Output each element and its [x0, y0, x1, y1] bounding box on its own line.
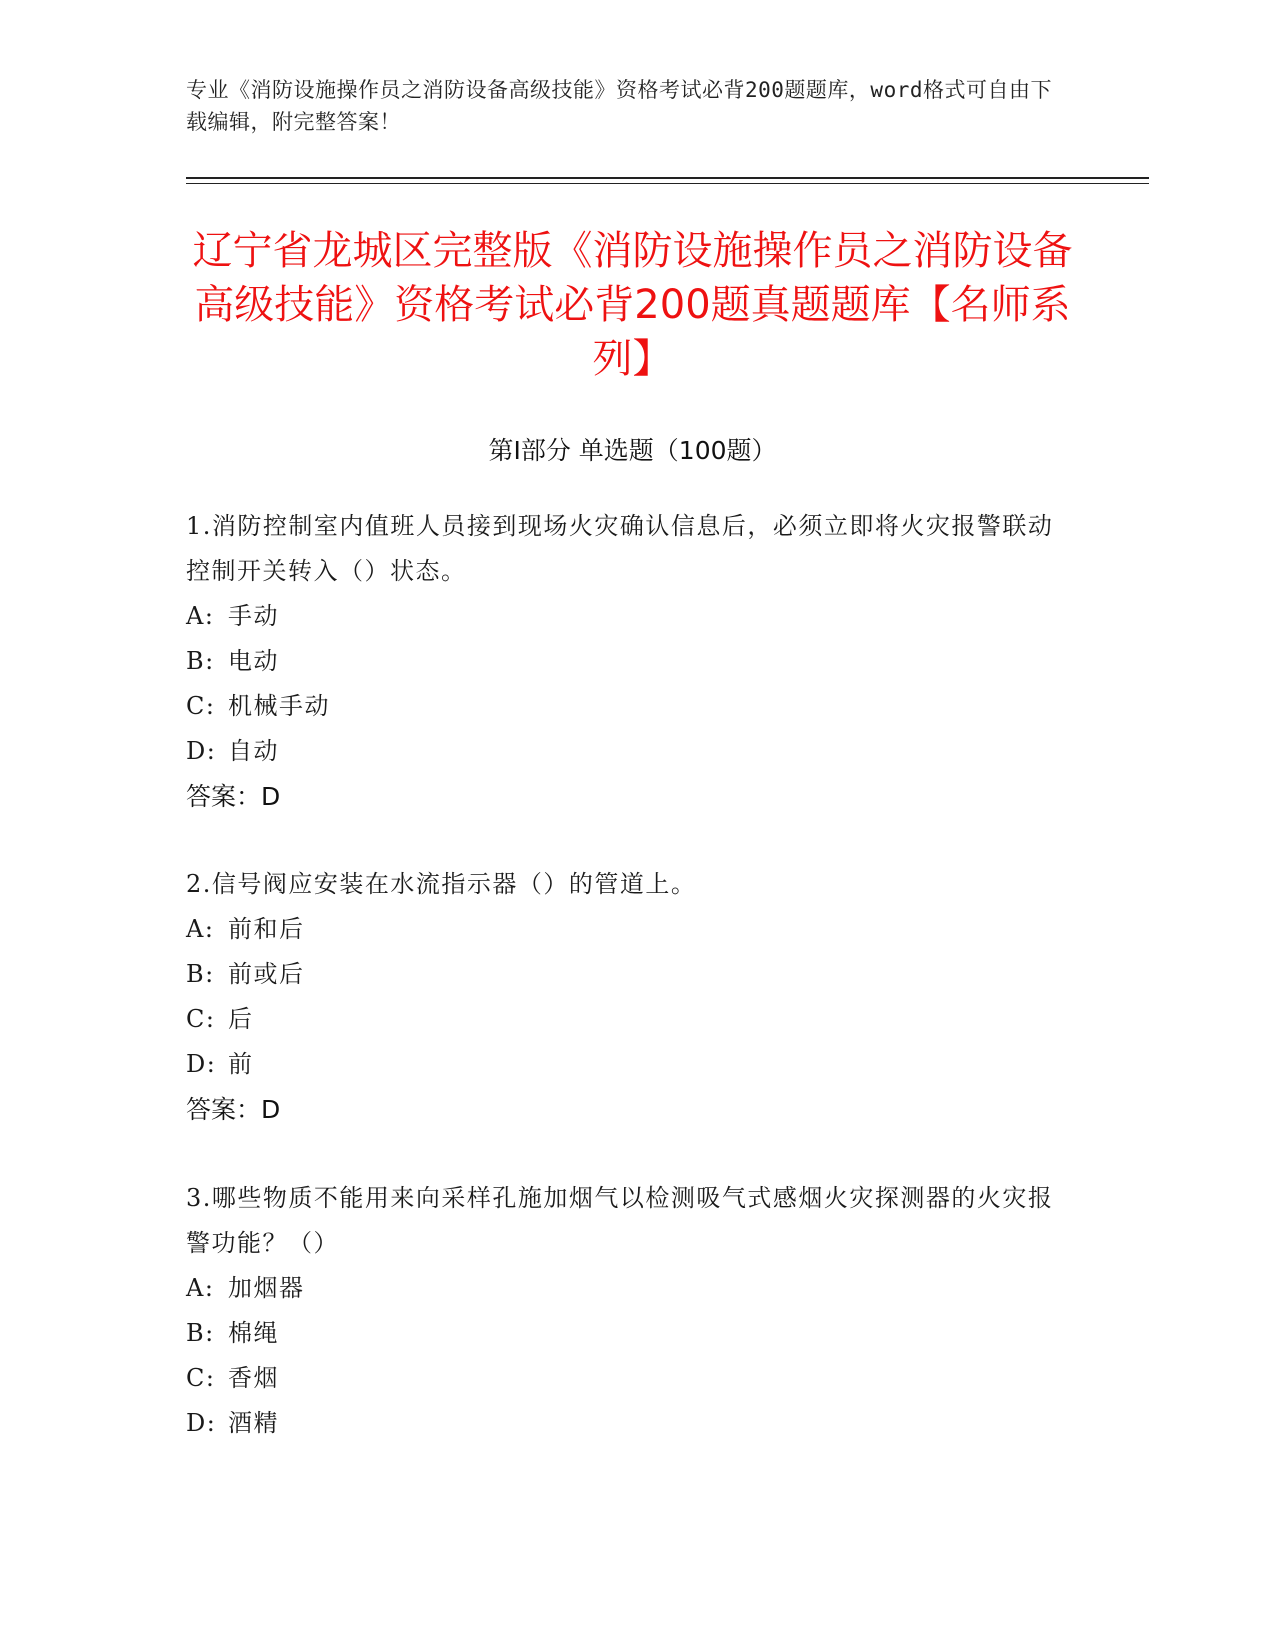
- option-letter: C:: [186, 1005, 216, 1033]
- option-text: 前: [228, 1050, 254, 1078]
- option-letter: A:: [186, 1274, 215, 1302]
- section-title: 第I部分 单选题（100题）: [488, 436, 777, 465]
- question-3: [186, 1176, 1066, 1446]
- option-text: 自动: [228, 737, 279, 765]
- option-d: [186, 729, 1066, 774]
- option-letter: B:: [186, 1319, 215, 1347]
- option-a: [186, 594, 1066, 639]
- option-text: 前和后: [228, 915, 305, 943]
- question-stem: 3.哪些物质不能用来向采样孔施加烟气以检测吸气式感烟火灾探测器的火灾报警功能？（）: [186, 1184, 1054, 1257]
- option-text: 机械手动: [228, 692, 330, 720]
- document-title: 辽宁省龙城区完整版《消防设施操作员之消防设备高级技能》资格考试必背200题真题题库【名师系列】: [192, 228, 1073, 382]
- question-2: [186, 862, 1066, 1132]
- answer-line: 答案：D: [186, 1095, 281, 1124]
- option-a: [186, 907, 1066, 952]
- question-1: [186, 504, 1066, 819]
- option-letter: C:: [186, 1364, 216, 1392]
- option-letter: A:: [186, 602, 215, 630]
- option-text: 手动: [228, 602, 279, 630]
- question-stem: 2.信号阀应安装在水流指示器（）的管道上。: [186, 870, 697, 898]
- option-letter: D:: [186, 737, 217, 765]
- option-letter: D:: [186, 1050, 217, 1078]
- option-a: [186, 1266, 1066, 1311]
- option-text: 酒精: [228, 1409, 279, 1437]
- option-b: [186, 952, 1066, 997]
- option-text: 香烟: [228, 1364, 279, 1392]
- option-d: [186, 1401, 1066, 1446]
- question-stem: 1.消防控制室内值班人员接到现场火灾确认信息后，必须立即将火灾报警联动控制开关转入（）状态。: [186, 512, 1054, 585]
- option-text: 前或后: [228, 960, 305, 988]
- option-text: 后: [228, 1005, 254, 1033]
- option-letter: B:: [186, 960, 215, 988]
- option-b: [186, 1311, 1066, 1356]
- header-divider-thin: [186, 183, 1149, 184]
- option-c: [186, 1356, 1066, 1401]
- option-d: [186, 1042, 1066, 1087]
- option-c: [186, 997, 1066, 1042]
- option-text: 棉绳: [228, 1319, 279, 1347]
- option-b: [186, 639, 1066, 684]
- header-note: 专业《消防设施操作员之消防设备高级技能》资格考试必背200题题库，word格式可自由下载编辑，附完整答案！: [186, 78, 1052, 134]
- option-text: 加烟器: [228, 1274, 305, 1302]
- header-divider-thick: [186, 177, 1149, 179]
- option-c: [186, 684, 1066, 729]
- option-letter: B:: [186, 647, 215, 675]
- answer-line: 答案：D: [186, 782, 281, 811]
- option-text: 电动: [228, 647, 279, 675]
- option-letter: C:: [186, 692, 216, 720]
- option-letter: D:: [186, 1409, 217, 1437]
- option-letter: A:: [186, 915, 215, 943]
